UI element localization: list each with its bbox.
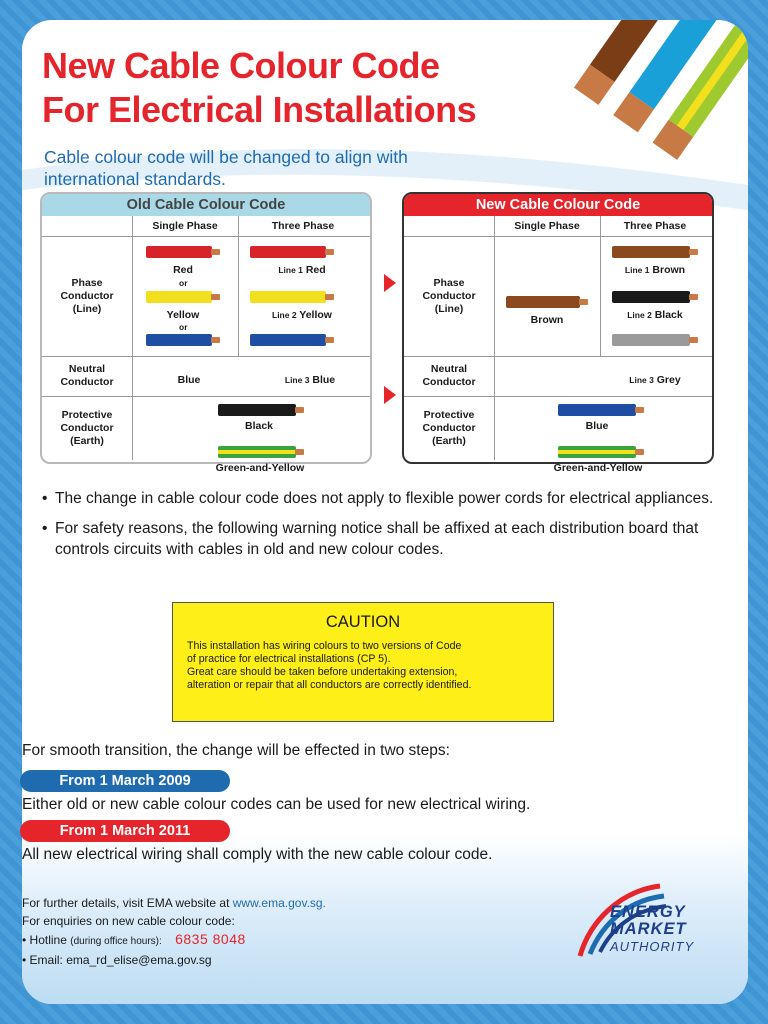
old-three-line2-label: Line 2 Yellow [272, 309, 332, 321]
old-single-yellow-label: Yellow [166, 309, 200, 321]
old-single-blue-label: Blue [177, 374, 201, 386]
step2-badge: From 1 March 2011 [20, 820, 230, 842]
old-table-title: Old Cable Colour Code [42, 194, 370, 216]
yellow-wire [250, 291, 326, 303]
logo-line: ENERGY [610, 903, 686, 921]
old-single-red-label: Red [173, 264, 193, 276]
details-line [22, 894, 326, 912]
black-wire [612, 291, 690, 303]
new-col-three: Three Phase [623, 220, 687, 232]
new-row-phase: Phase Conductor (Line) [422, 276, 476, 315]
new-col-single: Single Phase [514, 220, 580, 232]
old-col-three: Three Phase [271, 220, 335, 232]
new-row-neutral: Neutral Conductor [422, 363, 476, 388]
new-row-protective: Protective Conductor (Earth) [422, 408, 476, 447]
caution-notice [172, 602, 554, 722]
caution-line: of practice for electrical installations (CP 5). [187, 653, 391, 665]
email-line[interactable]: • Email: ema_rd_elise@ema.gov.sg [22, 953, 212, 967]
logo-line: MARKET [610, 920, 687, 938]
red-wire [250, 246, 326, 258]
old-col-single: Single Phase [152, 220, 218, 232]
ema-logo-text [610, 904, 694, 955]
new-neutral-label: Blue [585, 420, 609, 432]
notes-list [42, 488, 722, 569]
old-colour-code-table [40, 192, 372, 464]
hotline-note: (during office hours): [70, 936, 162, 947]
or-label: or [179, 278, 188, 288]
transition-intro: For smooth transition, the change will be effected in two steps: [22, 742, 450, 759]
new-three-line2-label: Line 2 Black [627, 309, 683, 321]
hotline-line [22, 930, 326, 951]
enquiries-text: For enquiries on new cable colour code: [22, 914, 235, 928]
arrow-right-icon [384, 274, 396, 292]
note-item: • The change in cable colour code does not apply to flexible power cords for electrical appliances. [42, 488, 722, 509]
old-row-neutral: Neutral Conductor [60, 363, 114, 388]
step1-text: Either old or new cable colour codes can be used for new electrical wiring. [22, 796, 531, 813]
yellow-wire [146, 291, 212, 303]
old-three-line1-label: Line 1 Red [278, 264, 326, 276]
green-yellow-wire [218, 446, 296, 458]
contact-info [22, 894, 326, 969]
green-yellow-wire [558, 446, 636, 458]
blue-wire [558, 404, 636, 416]
new-three-line1-label: Line 1 Brown [624, 264, 686, 276]
hotline-label: • Hotline [22, 933, 67, 947]
arrow-right-icon [384, 386, 396, 404]
note-item: • For safety reasons, the following warning notice shall be affixed at each distribution board that controls circuits with cables in old and new colour codes. [42, 518, 722, 560]
caution-line: alteration or repair that all conductors are correctly identified. [187, 679, 472, 691]
old-row-phase: Phase Conductor (Line) [60, 276, 114, 315]
title-line-1: New Cable Colour Code [42, 45, 440, 86]
title-line-2: For Electrical Installations [42, 89, 477, 130]
logo-line: AUTHORITY [610, 939, 695, 954]
step1-badge: From 1 March 2009 [20, 770, 230, 792]
website-link[interactable]: www.ema.gov.sg. [232, 896, 326, 910]
new-earth-label: Green-and-Yellow [553, 462, 643, 474]
details-text: For further details, visit EMA website at [22, 896, 230, 910]
caution-line: Great care should be taken before undertaking extension, [187, 666, 458, 678]
new-three-line3-label: Line 3 Grey [629, 374, 681, 386]
old-earth-label: Green-and-Yellow [215, 462, 305, 474]
or-label: or [179, 322, 188, 332]
black-wire [218, 404, 296, 416]
page-title [42, 44, 476, 132]
hotline-number[interactable]: 6835 8048 [175, 931, 246, 947]
step2-text: All new electrical wiring shall comply with the new cable colour code. [22, 846, 493, 863]
old-neutral-label: Black [244, 420, 274, 432]
blue-wire [146, 334, 212, 346]
page-subtitle: Cable colour code will be changed to align with international standards. [44, 147, 408, 189]
caution-heading: CAUTION [325, 613, 401, 631]
brown-wire [612, 246, 690, 258]
caution-line: This installation has wiring colours to two versions of Code [187, 640, 462, 652]
old-table-grid [42, 216, 370, 460]
cables-illustration [542, 20, 748, 170]
old-row-protective: Protective Conductor (Earth) [60, 408, 114, 447]
blue-wire [250, 334, 326, 346]
new-single-brown-label: Brown [530, 314, 564, 326]
red-wire [146, 246, 212, 258]
old-three-line3-label: Line 3 Blue [284, 374, 336, 386]
grey-wire [612, 334, 690, 346]
new-table-title: New Cable Colour Code [404, 194, 712, 216]
brown-wire [506, 296, 580, 308]
